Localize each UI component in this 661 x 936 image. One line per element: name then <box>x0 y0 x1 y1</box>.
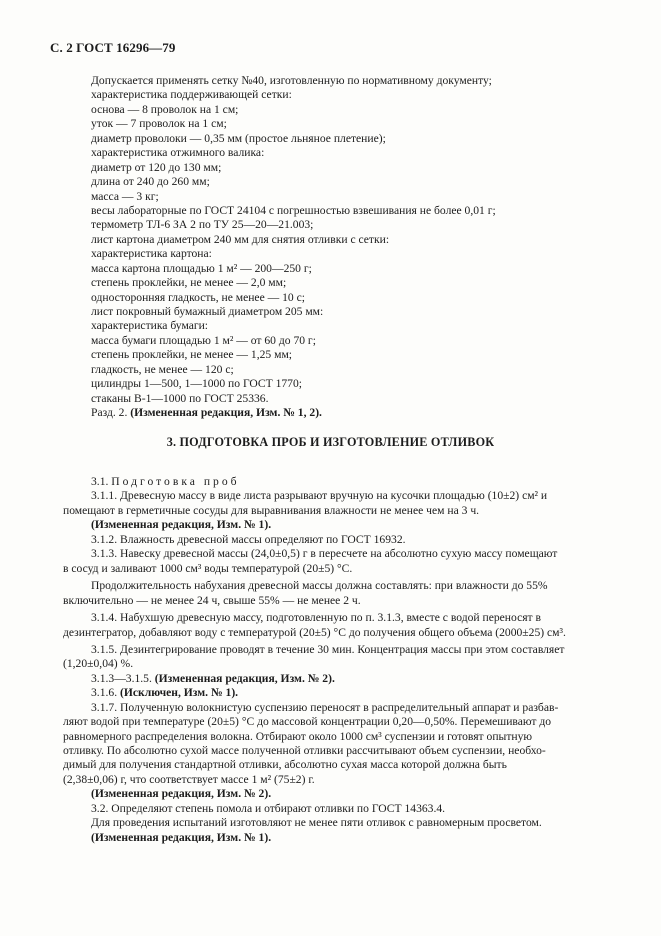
clause-text-line: помещают в герметичные сосуды для выравнивания влажности не менее чем на 3 ч. <box>63 504 480 517</box>
list-line: основа — 8 проволок на 1 см; <box>91 102 239 116</box>
list-line: термометр ТЛ-6 ЗА 2 по ТУ 25—20—21.003; <box>91 218 314 232</box>
list-line: диаметр от 120 до 130 мм; <box>91 160 222 174</box>
clause-3-1-4: 3.1.4. Набухшую древесную массу, подготовленную по п. 3.1.3, вместе с водой переносят в <box>91 611 541 625</box>
clause-text-line: дезинтегратор, добавляют воду с температурой (20±5) °С до получения общего объема (2000±25) см³. <box>63 625 566 639</box>
list-line: масса — 3 кг; <box>91 189 159 203</box>
list-line: весы лабораторные по ГОСТ 24104 с погрешностью взвешивания не более 0,01 г; <box>91 203 496 217</box>
clause-3-1-6 <box>91 686 611 700</box>
list-line: характеристика бумаги: <box>91 319 209 333</box>
clause-3-1-5: 3.1.5. Дезинтегрирование проводят в течение 30 мин. Концентрация массы при этом составляет <box>91 642 565 656</box>
clause-heading: Подготовка проб <box>111 475 240 488</box>
clause-3-1 <box>91 475 610 489</box>
amendment-note <box>91 406 611 420</box>
amendment-prefix: 3.1.3—3.1.5. <box>91 671 155 685</box>
clause-3-2: 3.2. Определяют степень помола и отбирают отливки по ГОСТ 14363.4. <box>91 801 446 815</box>
section-title: 3. ПОДГОТОВКА ПРОБ И ИЗГОТОВЛЕНИЕ ОТЛИВОК <box>166 435 495 449</box>
list-line: характеристика поддерживающей сетки: <box>91 88 292 102</box>
clause-number: 3.1. <box>91 475 112 488</box>
clause-text-line: Продолжительность набухания древесной массы должна составлять: при влажности до 55% <box>91 579 548 593</box>
list-line: масса картона площадью 1 м² — 200—250 г; <box>91 261 312 275</box>
list-line: стаканы В-1—1000 по ГОСТ 25336. <box>91 391 269 405</box>
amendment-bold: (Измененная редакция, Изм. № 1, 2). <box>130 406 322 420</box>
page-header: С. 2 ГОСТ 16296—79 <box>50 40 176 55</box>
amendment-prefix: Разд. 2. <box>91 406 131 420</box>
clause-text-line: в сосуд и заливают 1000 см³ воды температурой (20±5) °С. <box>63 561 353 575</box>
clause-text-line: равномерного распределения волокна. Отбирают около 1000 см³ суспензии и готовят опытную <box>63 729 533 743</box>
clause-text-line: димый для получения стандартной отливки, абсолютно сухая масса которой должна быть <box>63 758 507 772</box>
equipment-list <box>91 74 611 421</box>
clause-text-line: включительно — не менее 24 ч, свыше 55% — не менее 2 ч. <box>63 593 361 607</box>
list-line: лист картона диаметром 240 мм для снятия отливки с сетки: <box>91 232 390 246</box>
list-line: Допускается применять сетку №40, изготовленную по нормативному документу; <box>91 74 492 87</box>
list-line: масса бумаги площадью 1 м² — от 60 до 70 г; <box>91 333 316 347</box>
list-line: характеристика отжимного валика: <box>91 146 265 160</box>
list-line: длина от 240 до 260 мм; <box>91 175 210 189</box>
amendment-note: (Измененная редакция, Изм. № 1). <box>91 518 272 532</box>
clause-text-line: (1,20±0,04) %. <box>63 657 134 671</box>
amendment-note: (Измененная редакция, Изм. № 1). <box>91 830 272 844</box>
clause-text-line: ляют водой при температуре (20±5) °С до массовой концентрации 0,20—0,50%. Перемешивают до <box>63 715 552 729</box>
amendment-bold: (Измененная редакция, Изм. № 2). <box>154 671 335 685</box>
list-line: степень проклейки, не менее — 2,0 мм; <box>91 276 287 290</box>
list-line: односторонняя гладкость, не менее — 10 с; <box>91 290 305 304</box>
list-line: степень проклейки, не менее — 1,25 мм; <box>91 348 292 362</box>
list-line: характеристика картона: <box>91 247 212 261</box>
list-line: диаметр проволоки — 0,35 мм (простое льняное плетение); <box>91 131 386 145</box>
clause-text-line: отливку. По абсолютно сухой массе полученной отливки рассчитывают объем суспензии, необхо- <box>63 744 546 757</box>
clause-prefix: 3.1.6. <box>91 686 120 700</box>
amendment-note <box>91 672 611 686</box>
section-3-body <box>91 475 610 504</box>
list-line: лист покровный бумажный диаметром 205 мм: <box>91 305 324 318</box>
clause-text-line: Для проведения испытаний изготовляют не менее пяти отливок с равномерным просветом. <box>91 816 542 830</box>
clause-3-1-7: 3.1.7. Полученную волокнистую суспензию переносят в распределительный аппарат и разбав- <box>91 700 559 714</box>
clause-3-1-2: 3.1.2. Влажность древесной массы определяют по ГОСТ 16932. <box>91 532 406 546</box>
list-line: уток — 7 проволок на 1 см; <box>91 117 227 131</box>
clause-3-1-3: 3.1.3. Навеску древесной массы (24,0±0,5) г в пересчете на абсолютно сухую массу помещают <box>91 547 558 561</box>
clause-text-line: (2,38±0,06) г, что соответствует массе 1 м² (75±2) г. <box>63 772 315 786</box>
clause-3-1-1: 3.1.1. Древесную массу в виде листа разрывают вручную на кусочки площадью (10±2) см² и <box>91 489 548 503</box>
list-line: гладкость, не менее — 120 с; <box>91 362 234 376</box>
list-line: цилиндры 1—500, 1—1000 по ГОСТ 1770; <box>91 377 302 391</box>
amendment-note: (Измененная редакция, Изм. № 2). <box>91 787 272 801</box>
clause-block <box>63 504 611 845</box>
clause-bold: (Исключен, Изм. № 1). <box>119 686 239 700</box>
